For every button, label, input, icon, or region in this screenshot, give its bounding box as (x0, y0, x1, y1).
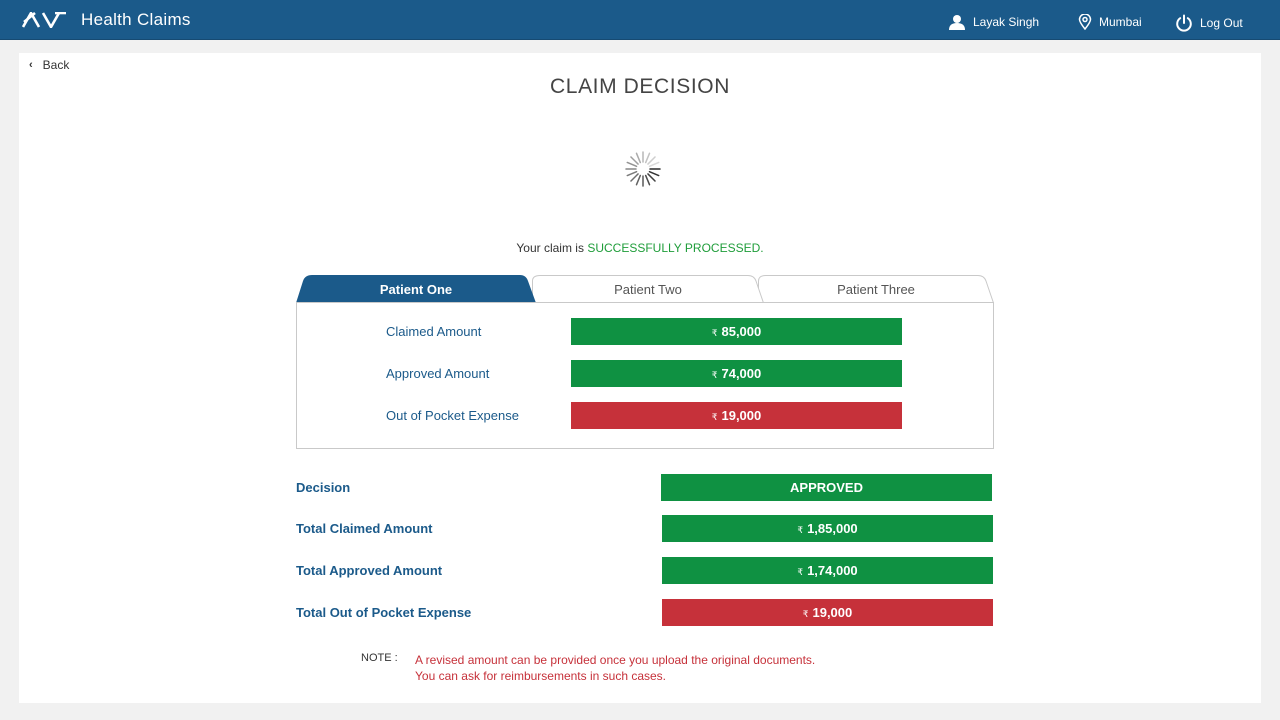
tab-label: Patient One (379, 282, 453, 297)
note-text (415, 652, 815, 684)
note-key: NOTE : (361, 652, 398, 664)
back-label: Back (42, 58, 70, 72)
user-icon (948, 14, 966, 30)
tab-label: Patient Two (614, 282, 682, 297)
rupee-icon: ₹ (711, 328, 718, 338)
rupee-icon: ₹ (797, 567, 804, 577)
patient-tabs (296, 275, 994, 303)
decision-label: Decision (296, 480, 351, 495)
claim-status-message (19, 241, 1261, 255)
claimed-amount-label: Claimed Amount (386, 324, 482, 339)
total-claimed-value: ₹ 1,85,000 (662, 515, 993, 542)
spinner-spoke (646, 153, 650, 162)
out-of-pocket-value: ₹ 19,000 (571, 402, 902, 429)
spinner-spoke (631, 157, 638, 164)
patient-amounts-panel (296, 302, 994, 449)
spinner-spoke (627, 162, 636, 166)
note-line-1: A revised amount can be provided once you upload the original documents. (415, 653, 816, 667)
status-prefix: Your claim is (516, 241, 584, 255)
spinner-spoke (631, 174, 638, 181)
spinner-spoke (646, 175, 650, 184)
user-name: Layak Singh (973, 15, 1040, 29)
tab-patient-two[interactable] (532, 275, 764, 303)
approved-amount-label: Approved Amount (386, 366, 490, 381)
total-claimed-label: Total Claimed Amount (296, 521, 433, 536)
tab-label: Patient Three (837, 282, 915, 297)
total-out-of-pocket-label: Total Out of Pocket Expense (296, 605, 472, 620)
location-pin-icon (1078, 14, 1092, 30)
page-title: CLAIM DECISION (550, 75, 730, 98)
decision-badge: APPROVED (661, 474, 992, 501)
out-of-pocket-label: Out of Pocket Expense (386, 408, 519, 423)
spinner-spoke (636, 153, 640, 162)
claimed-amount-value: ₹ 85,000 (571, 318, 902, 345)
rupee-icon: ₹ (711, 370, 718, 380)
chevron-left-icon: ‹ (29, 59, 33, 71)
rupee-icon: ₹ (797, 525, 804, 535)
spinner-spoke (648, 157, 655, 164)
logout-label: Log Out (1200, 16, 1243, 30)
user-profile[interactable] (948, 14, 1039, 30)
rupee-icon: ₹ (711, 412, 718, 422)
spinner-spoke (636, 175, 640, 184)
spinner-spoke (648, 174, 655, 181)
spinner-spoke (627, 172, 636, 176)
loading-spinner-icon (620, 150, 666, 188)
app-logo (22, 12, 68, 28)
note-line-2: You can ask for reimbursements in such cases. (415, 669, 667, 683)
total-out-of-pocket-value: ₹ 19,000 (662, 599, 993, 626)
location-selector[interactable] (1078, 14, 1142, 30)
tab-patient-three[interactable] (758, 275, 994, 303)
total-approved-value: ₹ 1,74,000 (662, 557, 993, 584)
back-button[interactable] (29, 58, 69, 72)
tab-patient-one[interactable] (296, 275, 536, 303)
top-navigation-bar (0, 0, 1280, 40)
spinner-spoke (649, 162, 658, 166)
app-title: Health Claims (81, 10, 191, 29)
logout-button[interactable] (1175, 14, 1243, 32)
approved-amount-value: ₹ 74,000 (571, 360, 902, 387)
rupee-icon: ₹ (802, 609, 809, 619)
spinner-spoke (649, 172, 658, 176)
claim-decision-card (19, 53, 1261, 703)
total-approved-label: Total Approved Amount (296, 563, 443, 578)
power-icon (1175, 14, 1193, 32)
city-name: Mumbai (1099, 15, 1142, 29)
status-value: SUCCESSFULLY PROCESSED. (587, 241, 764, 255)
